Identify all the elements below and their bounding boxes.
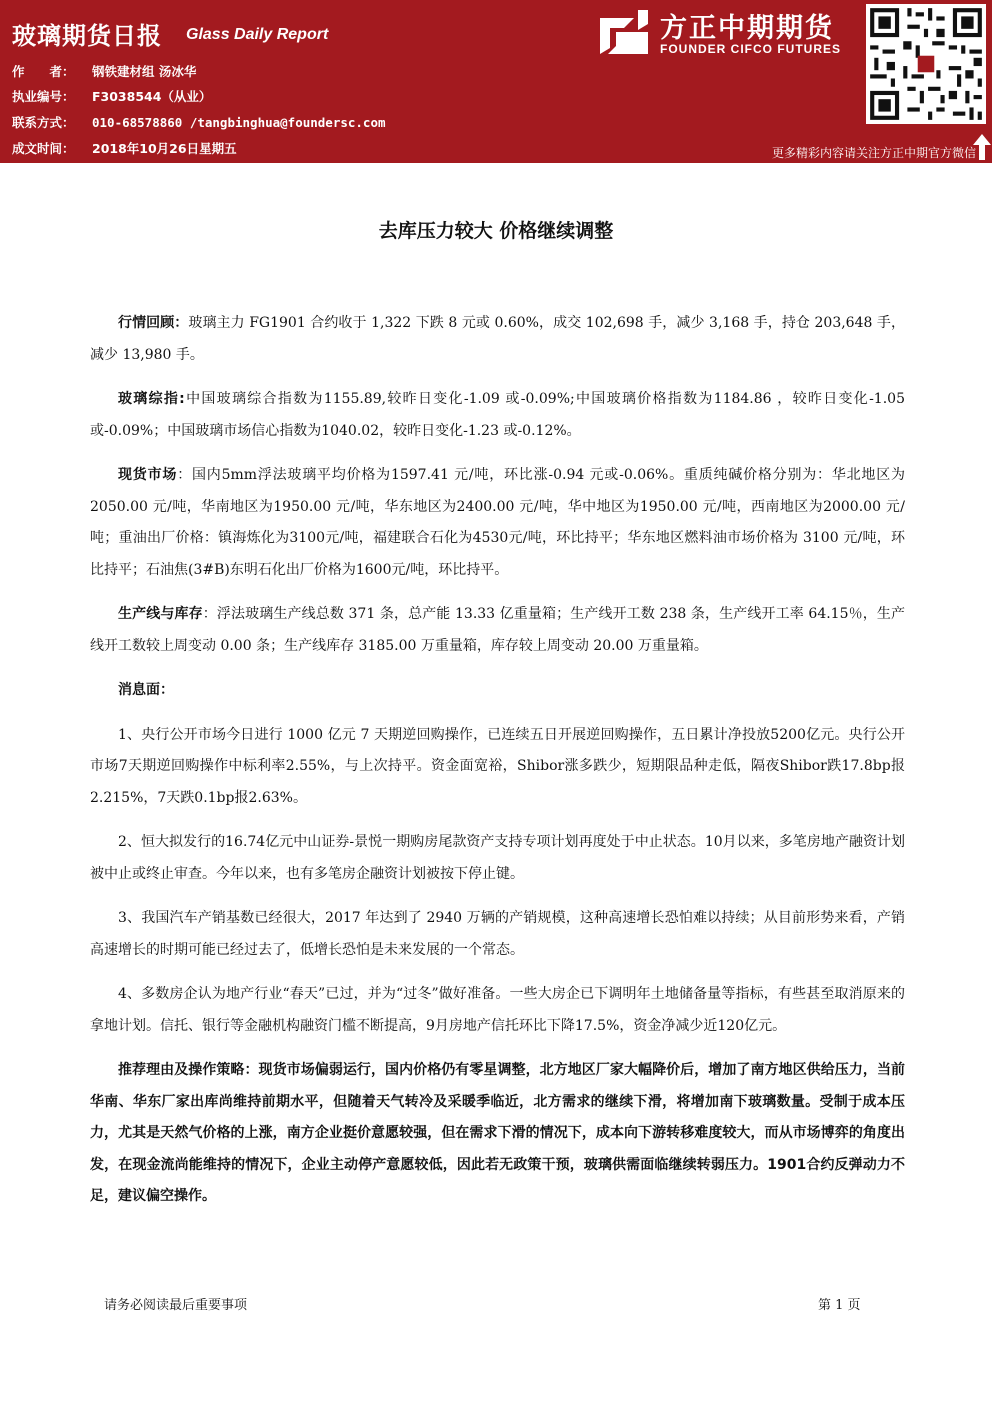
section-text: 中国玻璃综合指数为1155.89,较昨日变化-1.09 或-0.09%;中国玻璃价格指数为1184.86 ，较昨日变化-1.05 或-0.09%；中国玻璃市场信心指数为1040.02，较昨日变化-1.23 或-0.12%。 — [90, 391, 905, 439]
report-body — [90, 308, 905, 1226]
meta-label: 联系方式： — [12, 115, 75, 130]
section-spot-market — [90, 460, 905, 586]
section-text: 玻璃主力 FG1901 合约收于 1,322 下跌 8 元或 0.60%，成交 102,698 手，减少 3,168 手，持仓 203,648 手，减少 13,980 手。 — [90, 315, 905, 363]
logo-text-cn: 方正中期期货 — [660, 13, 834, 44]
meta-value: 钢铁建材组 汤冰华 — [92, 64, 197, 79]
wechat-note: 更多精彩内容请关注方正中期官方微信 — [771, 146, 976, 160]
meta-date — [12, 139, 237, 157]
section-heading: 行情回顾： — [118, 315, 189, 331]
wechat-qr-code-icon[interactable] — [866, 4, 986, 124]
section-heading: 生产线与库存 — [118, 606, 203, 622]
logo-text-en: FOUNDER CIFCO FUTURES — [660, 42, 841, 56]
section-text: ：国内5mm浮法玻璃平均价格为1597.41 元/吨，环比涨-0.94 元或-0.06%。重质纯碱价格分别为：华北地区为2050.00 元/吨，华南地区为1950.00 元/吨，华东地区为2400.00 元/吨，华中地区为1950.00 元/吨，西南地区为2000.00 元/吨；重油出厂价格：镇海炼化为3100元/吨，福建联合石化为4530元/吨，环比持平；华东地区燃料油市场价格为 3100 元/吨，环比持平；石油焦(3#B)东明石化出厂价格为1600元/吨，环比持平。 — [90, 467, 906, 578]
report-title-en: Glass Daily Report — [186, 26, 329, 43]
footer-notice: 请务必阅读最后重要事项 — [104, 1298, 248, 1313]
section-production-inventory — [90, 599, 905, 662]
company-logo — [598, 6, 860, 58]
section-news-heading — [90, 675, 905, 707]
meta-author — [12, 62, 196, 80]
section-heading: 玻璃综指: — [118, 391, 185, 407]
logo-mark-icon — [598, 10, 650, 54]
meta-label: 作 者： — [12, 64, 75, 79]
section-heading: 消息面： — [118, 682, 174, 698]
section-market-review — [90, 308, 905, 371]
section-text: ：浮法玻璃生产线总数 371 条，总产能 13.33 亿重量箱；生产线开工数 238 条，生产线开工率 64.15％，生产线开工数较上周变动 0.00 条；生产线库存 3185.00 万重量箱，库存较上周变动 20.00 万重量箱。 — [90, 606, 905, 654]
meta-label: 执业编号： — [12, 89, 75, 104]
meta-value: F3038544（从业） — [92, 89, 212, 104]
report-title: 玻璃期货日报 — [12, 22, 162, 50]
news-item: 2、恒大拟发行的16.74亿元中山证券-景悦一期购房尾款资产支持专项计划再度处于中止状态。10月以来，多笔房地产融资计划被中止或终止审查。今年以来，也有多笔房企融资计划被按下停止键。 — [90, 834, 905, 882]
section-glass-index — [90, 384, 905, 447]
report-header — [0, 0, 992, 163]
meta-label: 成文时间： — [12, 141, 75, 156]
meta-license — [12, 87, 211, 105]
news-item: 4、多数房企认为地产行业“春天”已过，并为“过冬”做好准备。一些大房企已下调明年土地储备量等指标，有些甚至取消原来的拿地计划。信托、银行等金融机构融资门槛不断提高，9月房地产信托环比下降17.5%，资金净减少近120亿元。 — [90, 986, 905, 1034]
meta-value: 2018年10月26日星期五 — [92, 141, 237, 156]
meta-contact — [12, 113, 386, 131]
document-title: 去库压力较大 价格继续调整 — [378, 220, 614, 242]
meta-value: 010-68578860 /tangbinghua@foundersc.com — [92, 114, 386, 130]
section-heading: 现货市场 — [118, 467, 178, 483]
news-item: 1、央行公开市场今日进行 1000 亿元 7 天期逆回购操作，已连续五日开展逆回购操作，五日累计净投放5200亿元。央行公开市场7天期逆回购操作中标利率2.55%，与上次持平。资金面宽裕，Shibor涨多跌少，短期限品种走低，隔夜Shibor跌17.8bp报2.215%，7天跌0.1bp报2.63%。 — [90, 726, 905, 806]
arrow-up-icon — [973, 134, 991, 160]
page-number: 第 1 页 — [818, 1298, 861, 1313]
news-item: 3、我国汽车产销基数已经很大，2017 年达到了 2940 万辆的产销规模，这种高速增长恐怕难以持续；从目前形势来看，产销高速增长的时期可能已经过去了，低增长恐怕是未来发展的一个常态。 — [90, 910, 905, 958]
section-strategy: 推荐理由及操作策略：现货市场偏弱运行，国内价格仍有零星调整，北方地区厂家大幅降价后，增加了南方地区供给压力，当前华南、华东厂家出库尚维持前期水平，但随着天气转冷及采暖季临近，北方需求的继续下滑，将增加南下玻璃数量。受制于成本压力，尤其是天然气价格的上涨，南方企业挺价意愿较强，但在需求下滑的情况下，成本向下游转移难度较大，而从市场博弈的角度出发，在现金流尚能维持的情况下，企业主动停产意愿较低，因此若无政策干预，玻璃供需面临继续转弱压力。1901合约反弹动力不足，建议偏空操作。 — [90, 1062, 905, 1204]
